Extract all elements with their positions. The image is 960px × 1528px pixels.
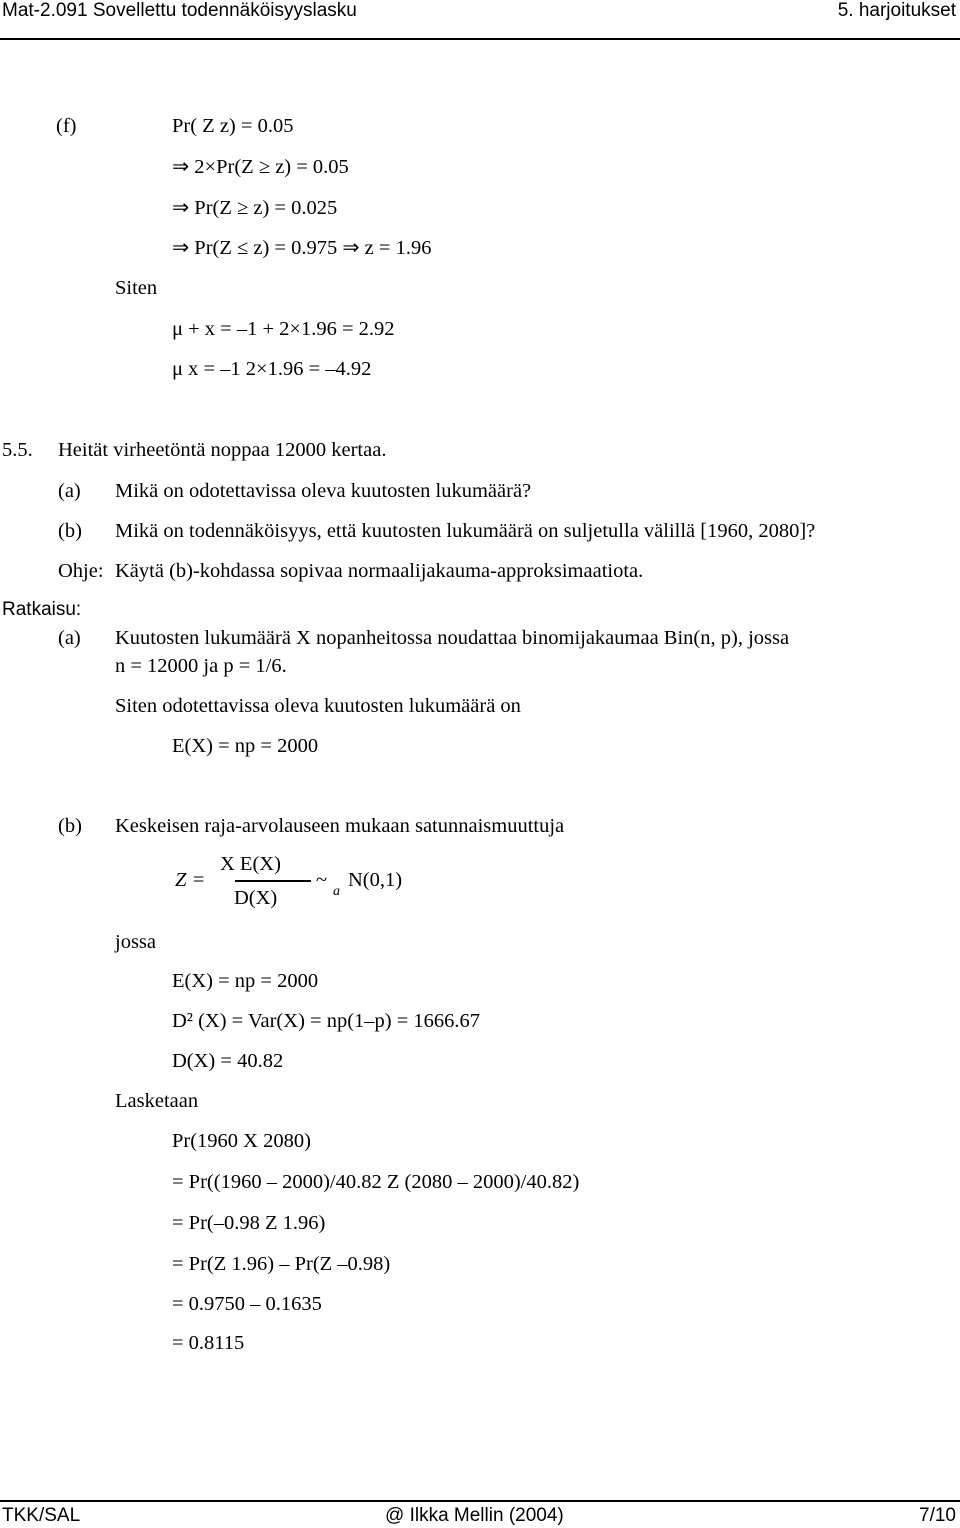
footer-rule — [0, 1500, 960, 1502]
solution-a-label: (a) — [58, 627, 81, 649]
variance-line: D² (X) = Var(X) = np(1–p) = 1666.67 — [172, 1010, 481, 1032]
expectation-line: E(X) = np = 2000 — [172, 970, 319, 992]
footer-author: @ Ilkka Mellin (2004) — [385, 1505, 564, 1526]
section-title: 5. harjoitukset — [837, 0, 956, 21]
mu-minus-line: μ x = –1 2×1.96 = –4.92 — [172, 358, 372, 380]
hint-text: Käytä (b)-kohdassa sopivaa normaalijakauma-approksimaatiota. — [115, 560, 644, 582]
solution-a-line4: E(X) = np = 2000 — [172, 735, 319, 757]
calc-line-1: Pr(1960 X 2080) — [172, 1130, 311, 1152]
calc-line-4: = Pr(Z 1.96) – Pr(Z –0.98) — [172, 1253, 391, 1275]
z-denominator: D(X) — [234, 887, 278, 909]
part-f-line1: Pr( Z z) = 0.05 — [172, 115, 294, 137]
hint-label: Ohje: — [58, 560, 104, 582]
solution-a-line2: n = 12000 ja p = 1/6. — [115, 655, 287, 677]
z-tilde-subscript: a — [333, 884, 340, 899]
lasketaan-label: Lasketaan — [115, 1090, 199, 1112]
std-line: D(X) = 40.82 — [172, 1050, 284, 1072]
problem-number: 5.5. — [2, 439, 33, 461]
solution-b-label: (b) — [58, 815, 82, 837]
question-a-label: (a) — [58, 480, 81, 502]
course-title: Mat-2.091 Sovellettu todennäköisyyslasku — [2, 0, 357, 21]
page-header — [0, 0, 960, 40]
calc-line-6: = 0.8115 — [172, 1332, 245, 1354]
part-f-line2: ⇒ 2×Pr(Z ≥ z) = 0.05 — [172, 156, 349, 178]
problem-statement: Heität virheetöntä noppaa 12000 kertaa. — [58, 439, 387, 461]
solution-a-line3: Siten odotettavissa oleva kuutosten lukumäärä on — [115, 695, 521, 717]
question-a-text: Mikä on odotettavissa oleva kuutosten lukumäärä? — [115, 480, 532, 502]
z-distribution: N(0,1) — [348, 869, 403, 891]
fraction-bar — [235, 880, 311, 882]
z-tilde: ~ — [316, 869, 328, 891]
question-b-text: Mikä on todennäköisyys, että kuutosten lukumäärä on suljetulla välillä [1960, 2080]? — [115, 520, 816, 542]
z-lhs: Z = — [175, 869, 206, 891]
solution-b-line1: Keskeisen raja-arvolauseen mukaan satunnaismuuttuja — [115, 815, 565, 837]
calc-line-5: = 0.9750 – 0.1635 — [172, 1293, 322, 1315]
mu-plus-line: μ + x = –1 + 2×1.96 = 2.92 — [172, 318, 395, 340]
jossa-label: jossa — [115, 931, 156, 953]
question-b-label: (b) — [58, 520, 82, 542]
part-f-line4: ⇒ Pr(Z ≤ z) = 0.975 ⇒ z = 1.96 — [172, 237, 432, 259]
siten-label: Siten — [115, 277, 158, 299]
part-f-label: (f) — [56, 115, 77, 137]
footer-left: TKK/SAL — [2, 1505, 81, 1526]
calc-line-3: = Pr(–0.98 Z 1.96) — [172, 1212, 326, 1234]
z-numerator: X E(X) — [220, 853, 281, 875]
page-number: 7/10 — [919, 1505, 956, 1526]
solution-a-line1: Kuutosten lukumäärä X nopanheitossa noudattaa binomijakaumaa Bin(n, p), jossa — [115, 627, 790, 649]
header-rule — [0, 38, 960, 40]
part-f-line3: ⇒ Pr(Z ≥ z) = 0.025 — [172, 197, 338, 219]
calc-line-2: = Pr((1960 – 2000)/40.82 Z (2080 – 2000)/40.82) — [172, 1171, 580, 1193]
solution-title: Ratkaisu: — [2, 599, 82, 620]
